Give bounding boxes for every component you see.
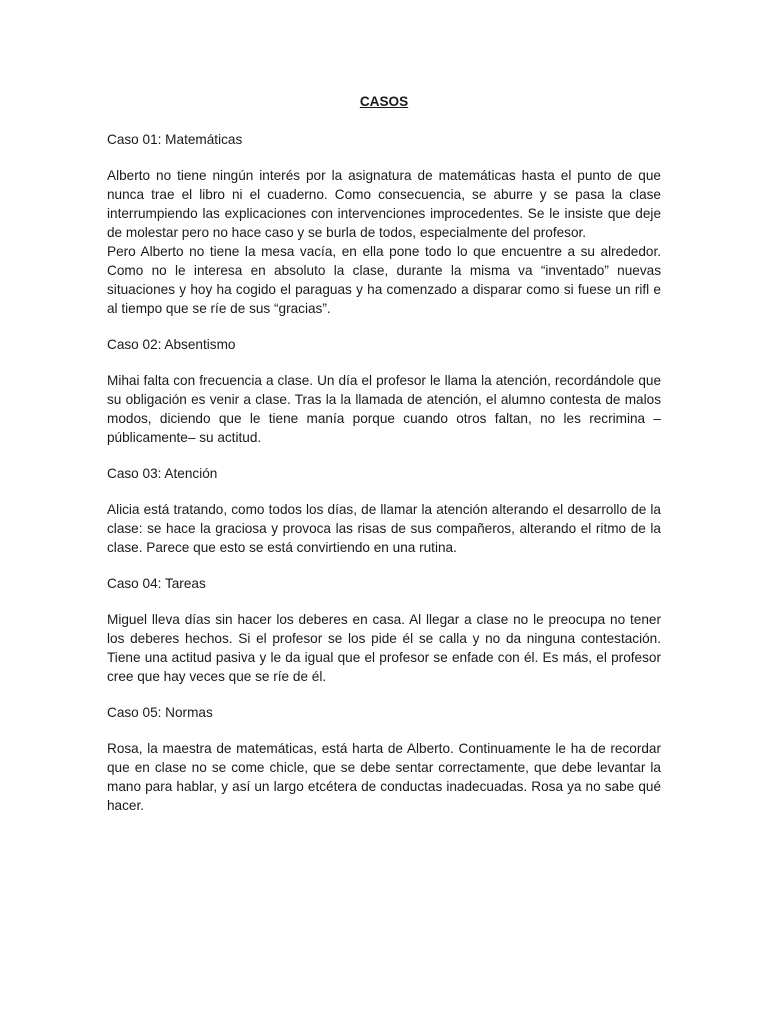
document-page <box>107 92 661 832</box>
case-body <box>107 739 661 815</box>
case-01 <box>107 130 661 318</box>
case-paragraph: Mihai falta con frecuencia a clase. Un día el profesor le llama la atención, recordándole que su obligación es venir a clase. Tras la la llamada de atención, el alumno contesta de malos modos, diciendo que le tiene manía porque cuando otros faltan, no les recrimina –públicamente– su actitud. <box>107 373 661 445</box>
case-paragraph: Alicia está tratando, como todos los días, de llamar la atención alterando el desarrollo de la clase: se hace la graciosa y provoca las risas de sus compañeros, alterando el ritmo de la clase. Parece que esto se está convirtiendo en una rutina. <box>107 502 661 555</box>
case-heading: Caso 02: Absentismo <box>107 337 236 352</box>
case-heading: Caso 01: Matemáticas <box>107 132 243 147</box>
case-paragraph: Miguel lleva días sin hacer los deberes en casa. Al llegar a clase no le preocupa no tener los deberes hechos. Si el profesor se los pide él se calla y no da ninguna contestación. Tiene una actitud pasiva y le da igual que el profesor se enfade con él. Es más, el profesor cree que hay veces que se ríe de él. <box>107 612 661 684</box>
case-03 <box>107 464 661 557</box>
case-heading: Caso 03: Atención <box>107 466 218 481</box>
case-body <box>107 500 661 557</box>
case-body <box>107 166 661 318</box>
case-heading: Caso 04: Tareas <box>107 576 206 591</box>
case-paragraph: Pero Alberto no tiene la mesa vacía, en ella pone todo lo que encuentre a su alrededor. Como no le interesa en absoluto la clase, durante la misma va “inventado” nuevas situaciones y hoy ha cogido el paraguas y ha comenzado a disparar como si fuese un rifl e al tiempo que se ríe de sus “gracias”. <box>107 244 661 316</box>
case-paragraph: Alberto no tiene ningún interés por la asignatura de matemáticas hasta el punto de que nunca trae el libro ni el cuaderno. Como consecuencia, se aburre y se pasa la clase interrumpiendo las explicaciones con intervenciones improcedentes. Se le insiste que deje de molestar pero no hace caso y se burla de todos, especialmente del profesor. <box>107 168 661 240</box>
case-body <box>107 371 661 447</box>
case-body <box>107 610 661 686</box>
case-04 <box>107 574 661 686</box>
case-paragraph: Rosa, la maestra de matemáticas, está harta de Alberto. Continuamente le ha de recordar que en clase no se come chicle, que se debe sentar correctamente, que debe levantar la mano para hablar, y así un largo etcétera de conductas inadecuadas. Rosa ya no sabe qué hacer. <box>107 741 661 813</box>
document-title: CASOS <box>359 94 409 109</box>
case-heading: Caso 05: Normas <box>107 705 213 720</box>
case-02 <box>107 335 661 447</box>
case-05 <box>107 703 661 815</box>
